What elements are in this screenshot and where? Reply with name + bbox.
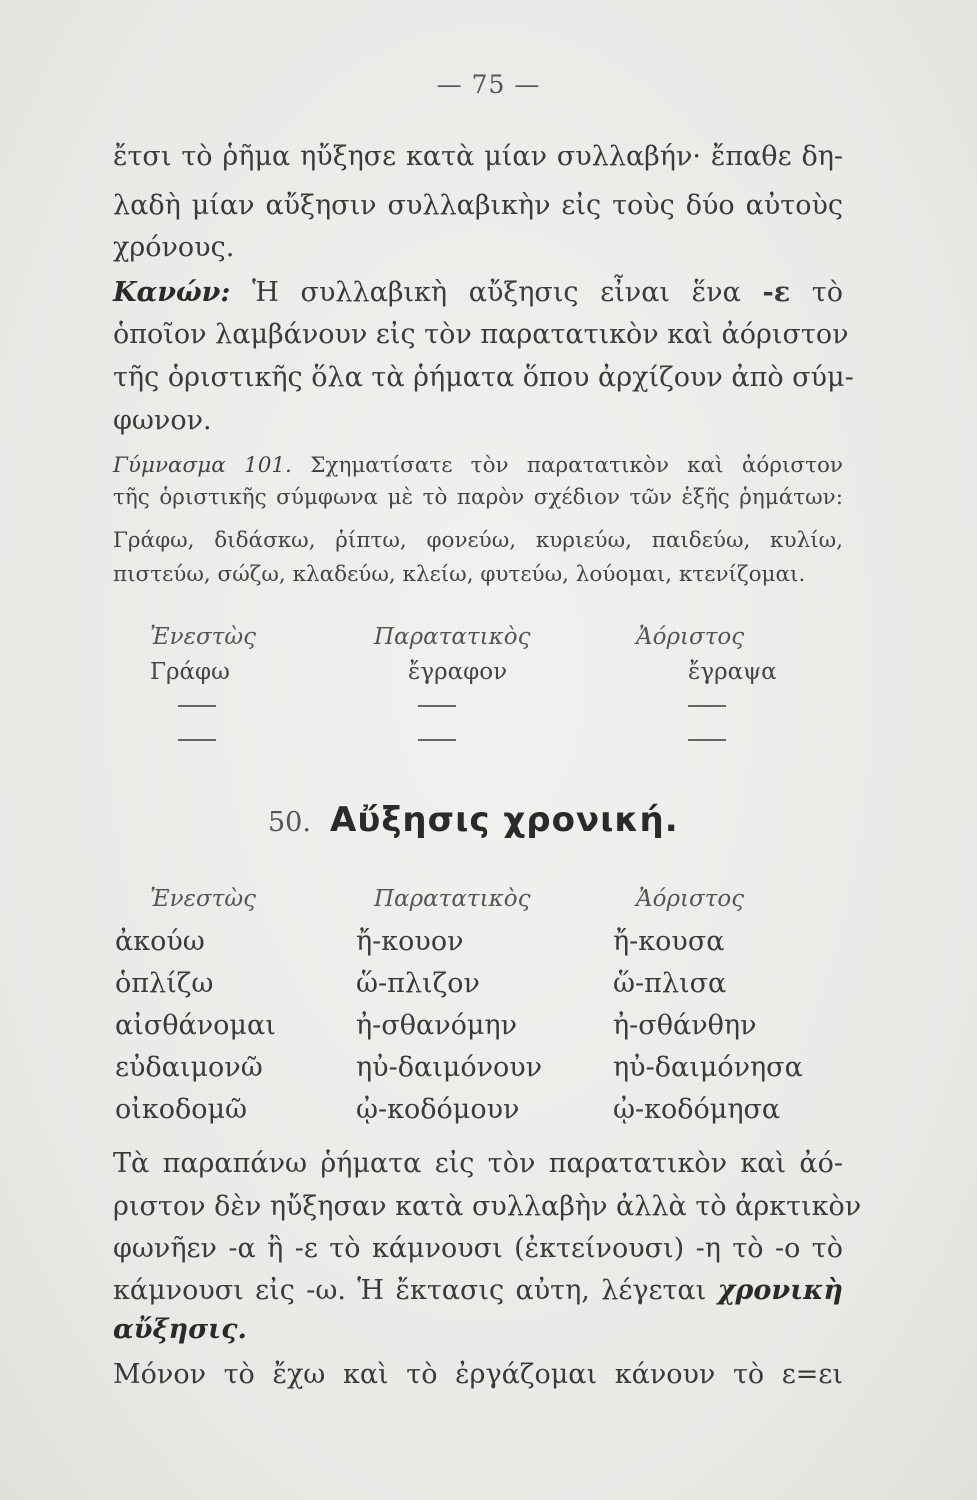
rule-line [113, 276, 843, 310]
table1-cell: ἔγραψα [688, 659, 777, 685]
page-number: — 75 — [436, 70, 541, 99]
table2-cell: ἠ-σθάνθην [613, 1010, 757, 1041]
text-line: χρόνους. [113, 232, 235, 263]
text-line [113, 1274, 843, 1308]
rule-line: φωνον. [113, 405, 212, 436]
text-line: φωνῆεν -α ἢ -ε τὸ κάμνουσι (ἐκτείνουσι) -η τὸ -ο τὸ [113, 1233, 843, 1264]
exercise-line: τῆς ὁριστικῆς σύμφωνα μὲ τὸ παρὸν σχέδιον τῶν ἑξῆς ῥημάτων: [113, 485, 843, 510]
table2-cell: ἠ-σθανόμην [356, 1010, 518, 1041]
text-line [113, 1313, 843, 1347]
table2-cell: ὁπλίζω [115, 968, 214, 999]
exercise-line [113, 452, 843, 480]
term-chroniki: χρονικὴ [717, 1275, 844, 1306]
table2-cell: αἰσθάνομαι [115, 1010, 276, 1041]
blank-dash [688, 705, 726, 707]
section-heading [268, 800, 679, 840]
text-span: κάμνουσι εἰς -ω. Ἡ ἔκτασις αὐτη, λέγεται [113, 1275, 707, 1306]
section-number: 50. [268, 807, 311, 838]
rule-text-end: τὸ [811, 277, 843, 308]
term-afxisis: αὔξησις. [113, 1314, 247, 1345]
table1-cell: ἔγραφον [408, 659, 508, 685]
text-line: ριστον δὲν ηὔξησαν κατὰ συλλαβὴν ἀλλὰ τὸ ἀρκτικὸν [113, 1191, 862, 1222]
exercise-text: Σχηματίσατε τὸν παρατατικὸν καὶ ἀόριστον [310, 453, 843, 478]
table2-cell: ηὐ-δαιμόνησα [613, 1052, 803, 1083]
blank-dash [418, 739, 456, 741]
table2-cell: οἰκοδομῶ [115, 1094, 248, 1125]
text-line: Τὰ παραπάνω ῥήματα εἰς τὸν παρατατικὸν καὶ ἀό- [113, 1148, 843, 1179]
table2-cell: ἀκούω [115, 926, 205, 957]
table1-header-present: Ἐνεστὼς [150, 624, 257, 650]
table2-header-aorist: Ἀόριστος [636, 886, 745, 912]
table2-header-imperfect: Παρατατικὸς [374, 886, 531, 912]
table1-cell: Γράφω [150, 659, 230, 685]
blank-dash [178, 705, 216, 707]
table1-header-imperfect: Παρατατικὸς [374, 624, 531, 650]
blank-dash [418, 705, 456, 707]
table2-cell: ἤ-κουσα [613, 926, 725, 957]
section-title: Αὔξησις χρονική. [330, 800, 679, 840]
rule-mark: -ε [762, 277, 791, 308]
text-line: ἔτσι τὸ ῥῆμα ηὔξησε κατὰ μίαν συλλαβήν· ἔπαθε δη- [113, 141, 843, 172]
table2-cell: ὥ-πλιζον [356, 968, 480, 999]
blank-dash [178, 739, 216, 741]
rule-label: Κανών: [113, 277, 231, 308]
exercise-words: πιστεύω, σώζω, κλαδεύω, κλείω, φυτεύω, λούομαι, κτενίζομαι. [113, 562, 806, 587]
table2-cell: ᾠ-κοδόμησα [613, 1094, 781, 1125]
rule-line: τῆς ὁριστικῆς ὅλα τὰ ῥήματα ὅπου ἀρχίζουν ἀπὸ σύμ- [113, 362, 854, 393]
table2-cell: ᾠ-κοδόμουν [356, 1094, 520, 1125]
table2-cell: ἤ-κουον [356, 926, 464, 957]
rule-line: ὁποῖον λαμβάνουν εἰς τὸν παρατατικὸν καὶ ἀόριστον [113, 319, 849, 350]
text-line: Μόνον τὸ ἔχω καὶ τὸ ἐργάζομαι κάνουν τὸ ε=ει [113, 1359, 843, 1390]
exercise-label: Γύμνασμα 101. [113, 453, 292, 478]
table2-cell: ηὐ-δαιμόνουν [356, 1052, 543, 1083]
blank-dash [688, 739, 726, 741]
table2-cell: εὐδαιμονῶ [115, 1052, 263, 1083]
exercise-words: Γράφω, διδάσκω, ῥίπτω, φονεύω, κυριεύω, παιδεύω, κυλίω, [113, 528, 843, 553]
table2-cell: ὥ-πλισα [613, 968, 727, 999]
table1-header-aorist: Ἀόριστος [636, 624, 745, 650]
text-line: λαδὴ μίαν αὔξησιν συλλαβικὴν εἰς τοὺς δύο αὐτοὺς [113, 190, 843, 221]
table2-header-present: Ἐνεστὼς [150, 886, 257, 912]
rule-text: Ἡ συλλαβικὴ αὔξησις εἶναι ἕνα [252, 277, 741, 308]
